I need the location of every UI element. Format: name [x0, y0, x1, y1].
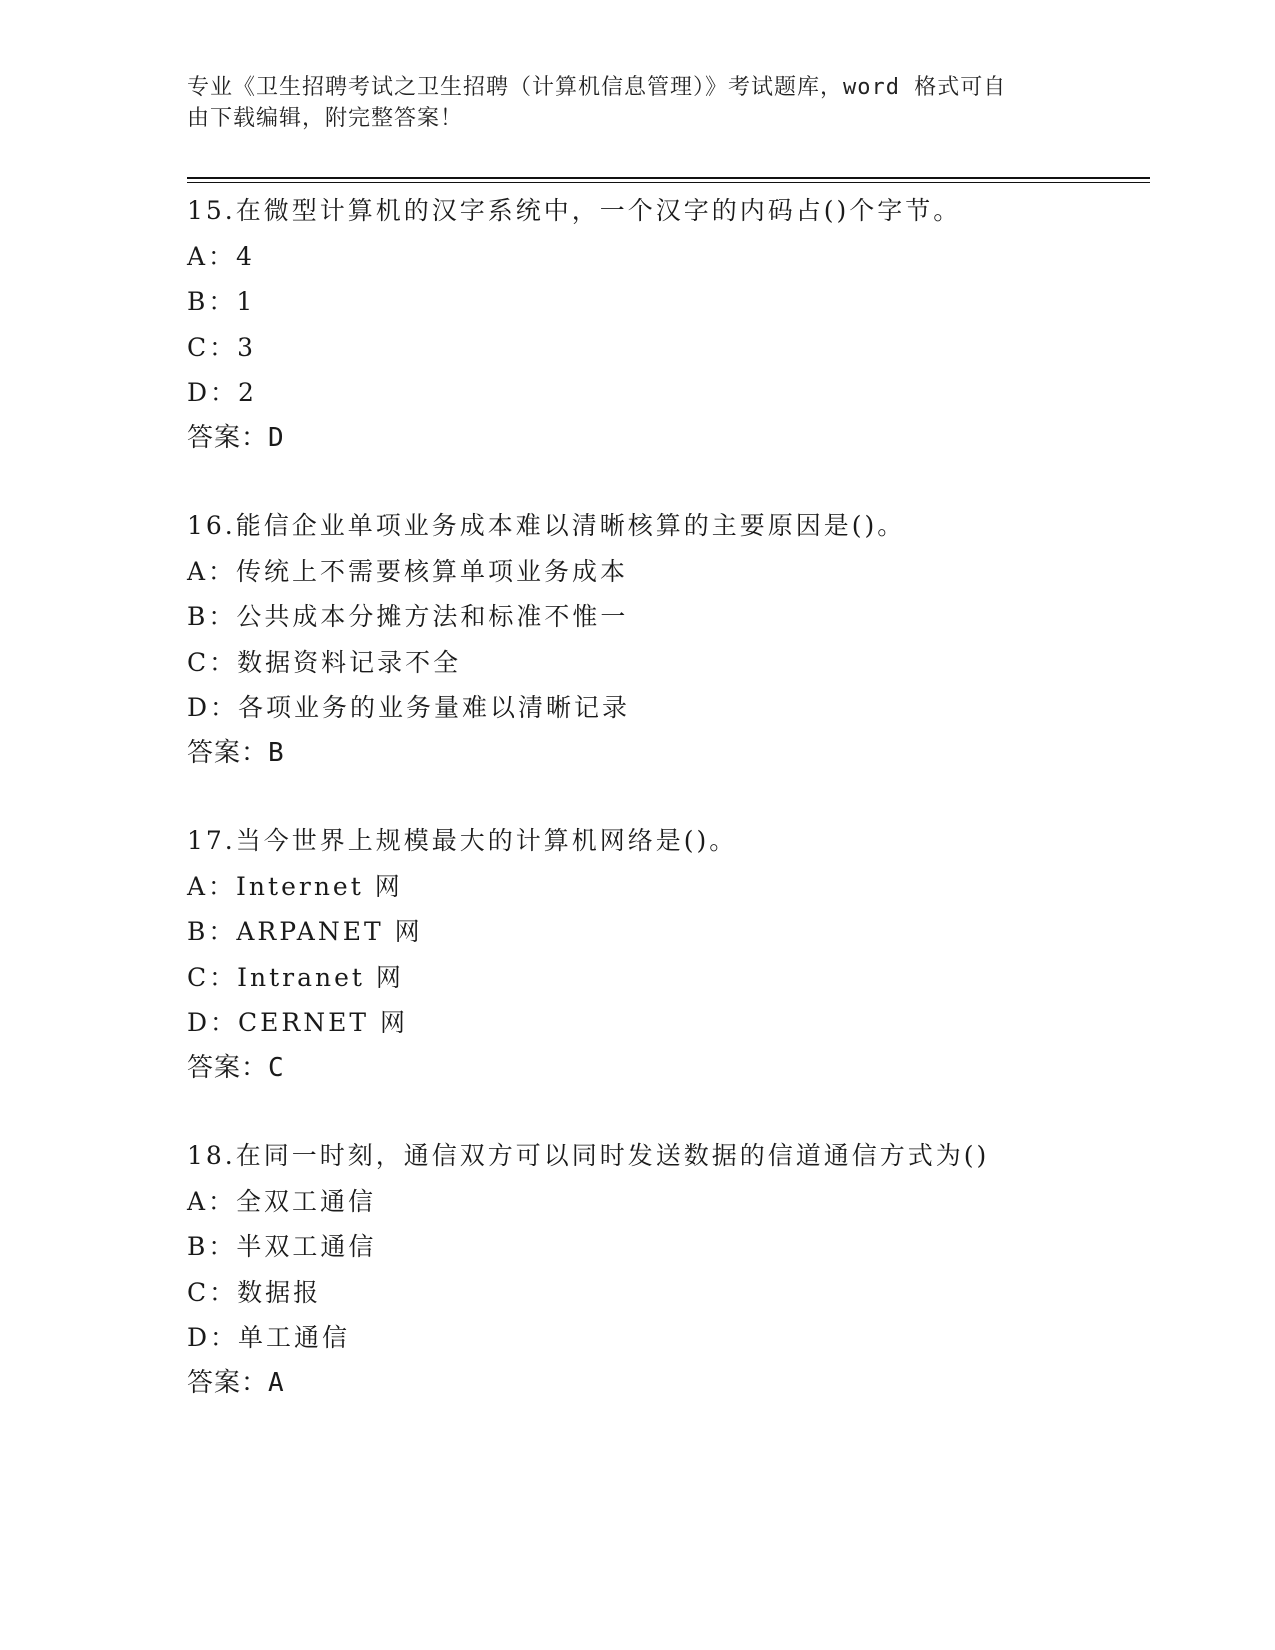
option-c: C：Intranet 网: [187, 962, 404, 992]
answer-line: 答案：C: [187, 1052, 285, 1083]
question-stem: 18.在同一时刻，通信双方可以同时发送数据的信道通信方式为(): [187, 1141, 990, 1170]
answer-line: 答案：B: [187, 737, 285, 768]
document-header: [187, 72, 1067, 134]
option-d: D：CERNET 网: [187, 1008, 408, 1037]
header-line-2: 由下载编辑，附完整答案！: [187, 106, 464, 131]
question-15: [187, 188, 1147, 461]
question-stem: 16.能信企业单项业务成本难以清晰核算的主要原因是()。: [187, 511, 906, 540]
option-c: C：3: [187, 332, 257, 362]
answer-line: 答案：D: [187, 422, 285, 453]
question-stem: 17.当今世界上规模最大的计算机网络是()。: [187, 826, 738, 855]
option-d: D：2: [187, 378, 257, 407]
option-a: A：全双工通信: [187, 1186, 377, 1216]
option-a: A：4: [187, 241, 255, 271]
question-list: [187, 188, 1147, 1448]
option-b: B：ARPANET 网: [187, 917, 423, 946]
header-line-1: 专业《卫生招聘考试之卫生招聘（计算机信息管理）》考试题库，word 格式可自: [187, 75, 1007, 100]
question-17: [187, 818, 1147, 1091]
question-18: [187, 1133, 1147, 1406]
question-stem: 15.在微型计算机的汉字系统中，一个汉字的内码占()个字节。: [187, 196, 962, 225]
option-a: A：Internet 网: [187, 871, 403, 901]
option-d: D：单工通信: [187, 1323, 351, 1352]
answer-line: 答案：A: [187, 1367, 285, 1398]
question-16: [187, 503, 1147, 776]
option-c: C：数据报: [187, 1277, 322, 1307]
option-b: B：半双工通信: [187, 1232, 377, 1261]
option-c: C：数据资料记录不全: [187, 647, 462, 677]
option-b: B：1: [187, 287, 256, 316]
option-b: B：公共成本分摊方法和标准不惟一: [187, 602, 629, 631]
option-d: D：各项业务的业务量难以清晰记录: [187, 693, 631, 722]
option-a: A：传统上不需要核算单项业务成本: [187, 556, 629, 586]
header-divider: [187, 177, 1150, 183]
